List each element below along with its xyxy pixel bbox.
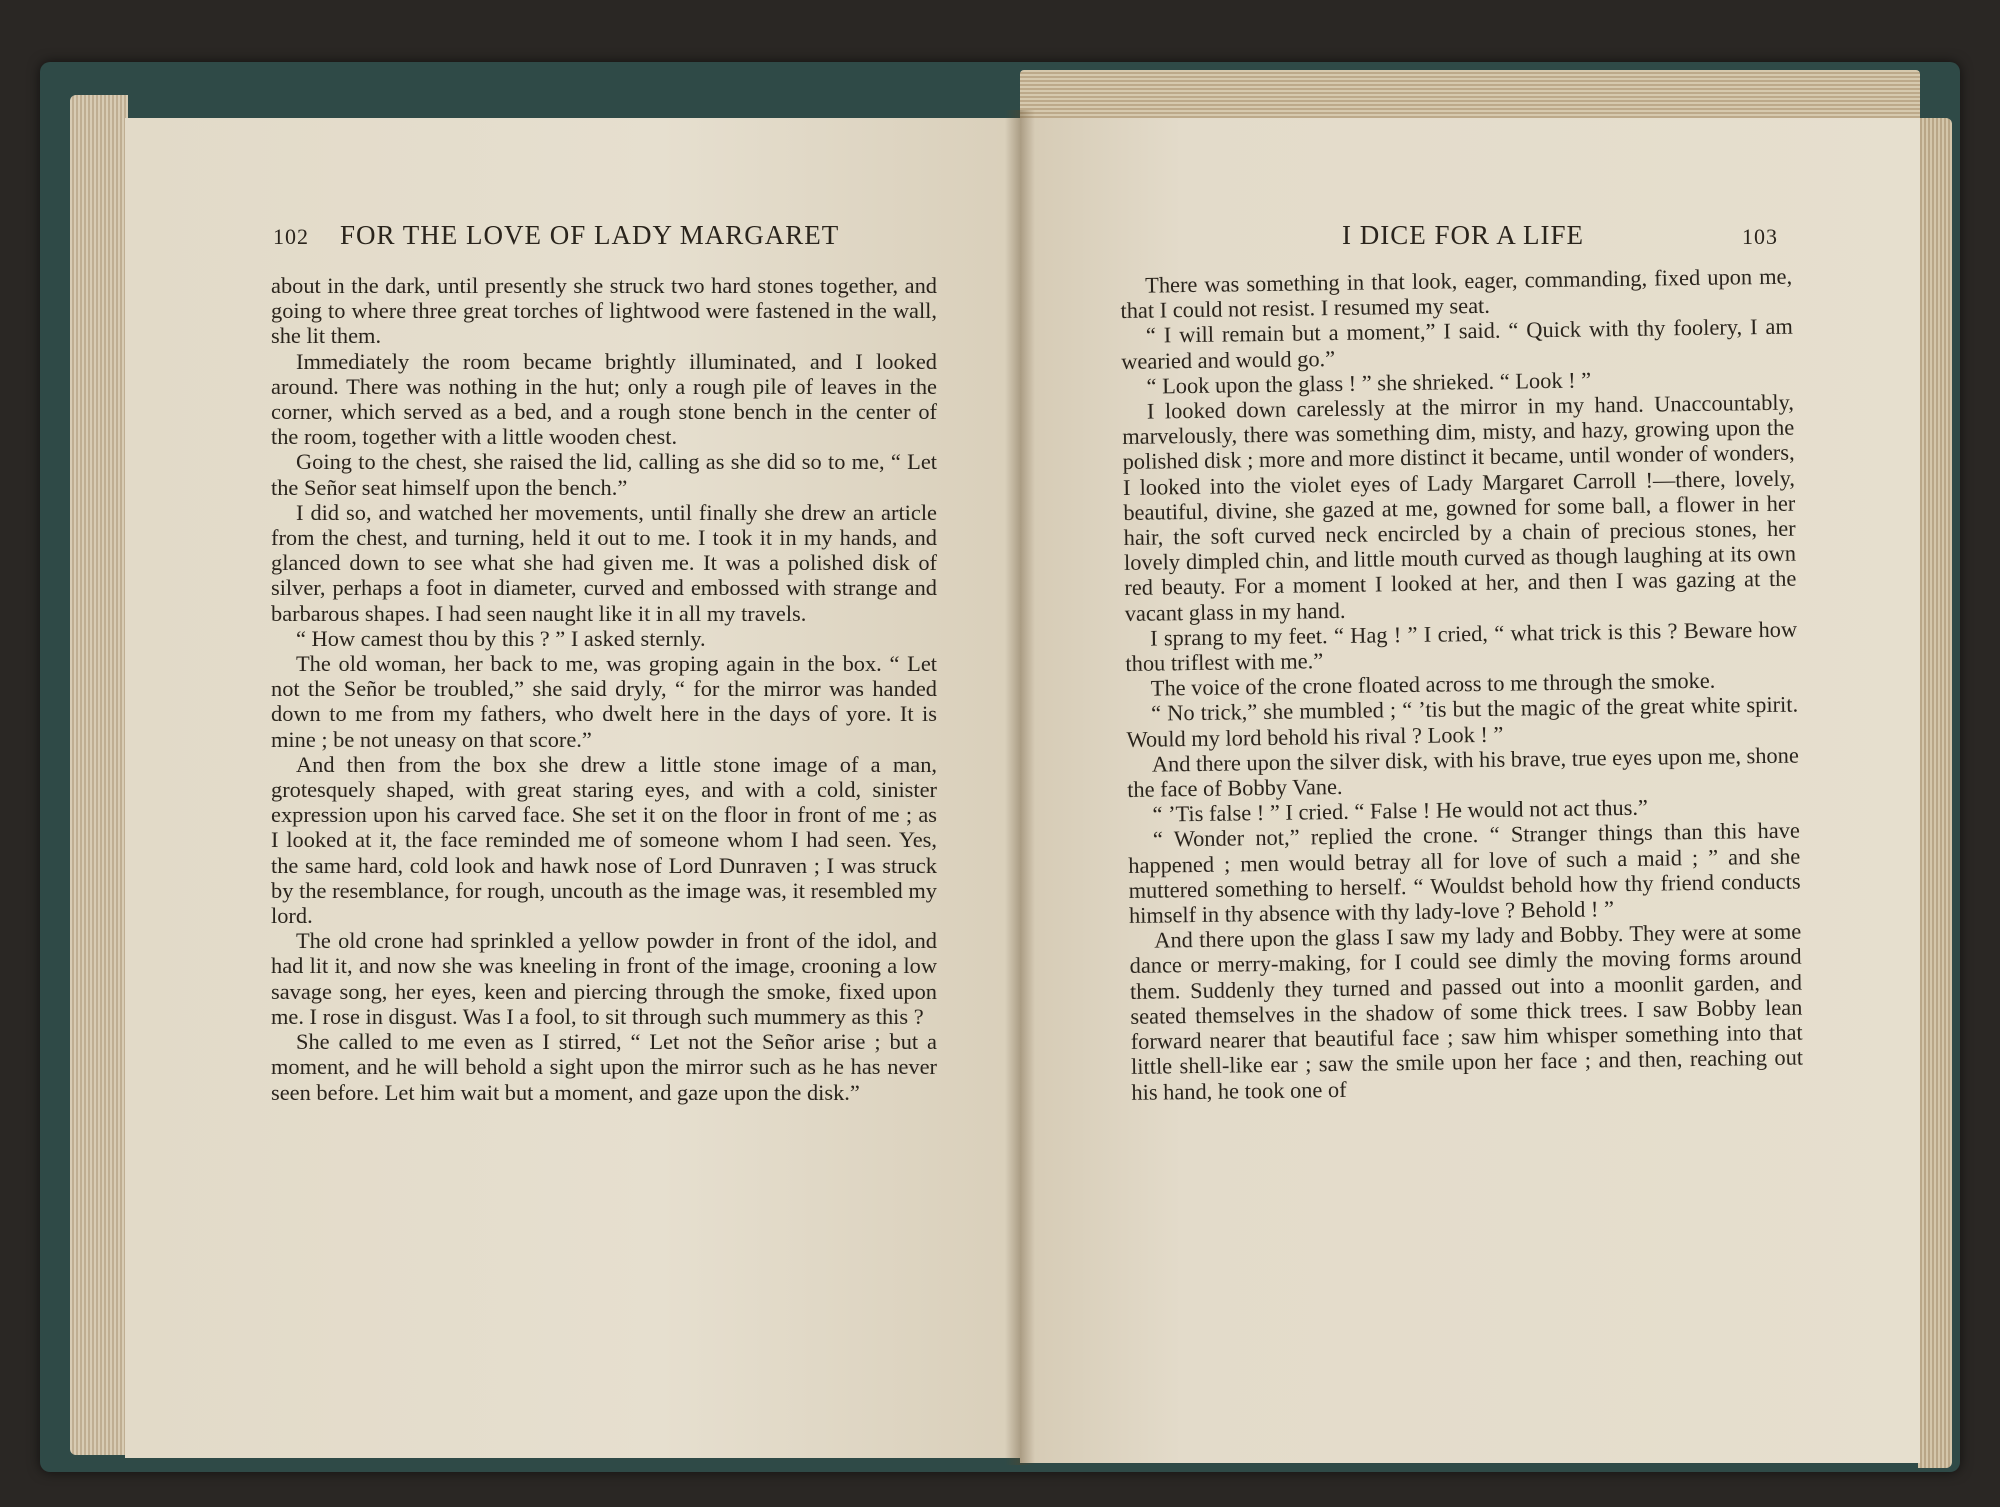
page-edges-right	[1918, 118, 1952, 1468]
paragraph: “ I will remain but a moment,” I said. “ Quick with thy foolery, I am wearied and would go.”	[1121, 314, 1793, 374]
paragraph: Going to the chest, she raised the lid, calling as she did so to me, “ Let the Señor seat himself upon the bench.”	[271, 449, 937, 500]
paragraph: “ Look upon the glass ! ” she shrieked. “ Look ! ”	[1146, 367, 1592, 399]
paragraph: I sprang to my feet. “ Hag ! ” I cried, “ what trick is this ? Beware how thou triflest with me.”	[1125, 616, 1798, 677]
paragraph: about in the dark, until presently she struck two hard stones together, and going to where three great torches of lightwood were fastened in the wall, she lit them.	[271, 273, 937, 349]
paragraph: The old woman, her back to me, was groping again in the box. “ Let not the Señor be troubled,” she said dryly, “ for the mirror was handed down to me from my fathers, who dwelt here in the days of yore. It is mine ; be not uneasy on that score.”	[271, 651, 937, 752]
body-text	[271, 273, 937, 1105]
paragraph: And then from the box she drew a little stone image of a man, grotesquely shaped, with great staring eyes, and with a cold, sinister expression upon his carved face. She set it on the floor in front of me ; as I looked at it, the face reminded me of someone whom I had seen. Yes, the same hard, cold look and hawk nose of Lord Dunraven ; I was struck by the resemblance, for rough, uncouth as the image was, it resembled my lord.	[271, 751, 937, 929]
paragraph: I did so, and watched her movements, until finally she drew an article from the chest, and turning, held it out to me. I took it in my hands, and glanced down to see what she had given me. It was a polished disk of silver, perhaps a foot in diameter, curved and embossed with strange and barbarous shapes. I had seen naught like it in all my travels.	[271, 499, 937, 626]
page-number: 102	[273, 224, 309, 249]
paragraph: And there upon the glass I saw my lady and Bobby. They were at some dance or merry-making, for I could see dimly the moving forms around them. Suddenly they turned and passed out into a moonlit garden, and seated themselves in the shadow of some thick trees. I saw Bobby lean forward nearer that beautiful face ; saw him whisper something into that little shell-like ear ; saw the smile upon her face ; and then, reaching out his hand, he took one of	[1129, 918, 1804, 1105]
left-page	[125, 118, 1020, 1458]
paragraph: There was something in that look, eager, commanding, fixed upon me, that I could not resist. I resumed my seat.	[1120, 263, 1793, 324]
paragraph: “ ’Tis false ! ” I cried. “ False ! He would not act thus.”	[1152, 794, 1649, 827]
page-edges-left	[70, 95, 128, 1455]
page-number: 103	[1742, 224, 1778, 249]
paragraph: The old crone had sprinkled a yellow powder in front of the idol, and had lit it, and now she was kneeling in front of the image, crooning a low savage song, her eyes, keen and piercing through the smoke, fixed upon me. I rose in disgust. Was I a fool, to sit through such mummery as this ?	[271, 928, 937, 1029]
book-gutter	[1005, 110, 1035, 1465]
page-edges-top	[1020, 70, 1920, 122]
paragraph: “ No trick,” she mumbled ; “ ’tis but the magic of the great white spirit. Would my lord behold his rival ? Look ! ”	[1126, 692, 1799, 752]
paragraph: “ Wonder not,” replied the crone. “ Stranger things than this have happened ; men would betray all for love of such a maid ; ” and she muttered something to herself. “ Wouldst behold how thy friend conducts himself in thy absence with thy lady-love ? Behold ! ”	[1128, 818, 1801, 929]
body-text	[1120, 264, 1804, 1105]
running-title: I DICE FOR A LIFE	[1342, 220, 1585, 250]
paragraph: The voice of the crone floated across to me through the smoke.	[1150, 667, 1716, 701]
paragraph: And there upon the silver disk, with his brave, true eyes upon me, shone the face of Bobby Vane.	[1127, 742, 1799, 803]
paragraph: She called to me even as I stirred, “ Let not the Señor arise ; but a moment, and he will behold a sight upon the mirror such as he has never seen before. Let him wait but a moment, and gaze upon the disk.”	[271, 1029, 937, 1105]
paragraph: I looked down carelessly at the mirror in my hand. Unaccountably, marvelously, there was something dim, misty, and hazy, growing upon the polished disk ; more and more distinct it became, until wonder of wonders, I looked into the violet eyes of Lady Margaret Carroll !—there, lovely, beautiful, divine, she gazed at me, gowned for some ball, a flower in her hair, the soft curved neck encircled by a chain of precious stones, her lovely dimpled chin, and little mouth curved as though laughing at its own red beauty. For a moment I looked at her, and then I was gazing at the vacant glass in my hand.	[1122, 389, 1797, 626]
right-page	[1020, 118, 1920, 1463]
paragraph: Immediately the room became brightly illuminated, and I looked around. There was nothing in the hut; only a rough pile of leaves in the corner, which served as a bed, and a rough stone bench in the center of the room, together with a little wooden chest.	[271, 348, 937, 450]
running-title: FOR THE LOVE OF LADY MARGARET	[340, 220, 840, 250]
paragraph: “ How camest thou by this ? ” I asked sternly.	[296, 625, 706, 651]
